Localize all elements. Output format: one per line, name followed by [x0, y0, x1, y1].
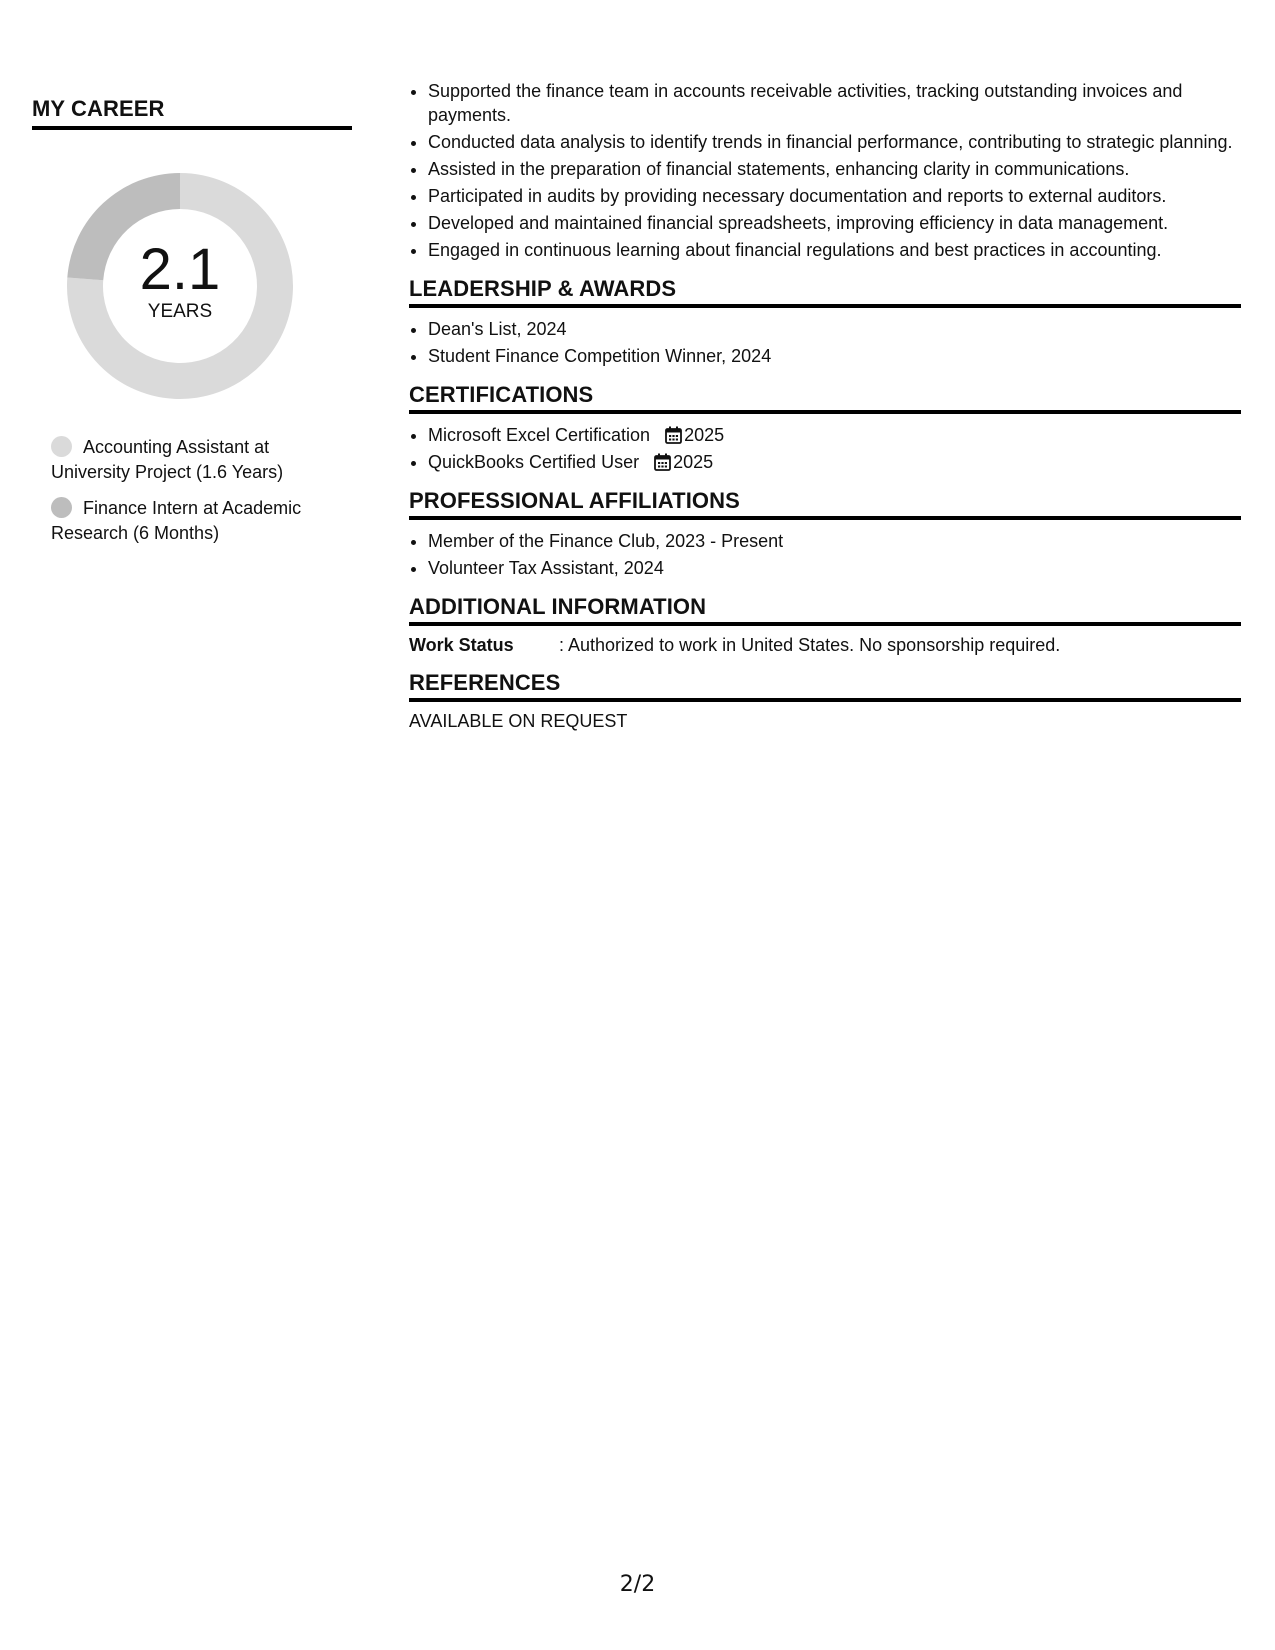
total-years-unit: YEARS — [147, 301, 213, 322]
career-legend — [51, 435, 352, 546]
list-item: • Volunteer Tax Assistant, 2024 — [428, 556, 1241, 580]
certification-name: Microsoft Excel Certification — [428, 425, 651, 445]
affiliations-list — [409, 529, 1241, 580]
work-status-row — [409, 635, 1241, 656]
list-item: • Supported the finance team in accounts receivable activities, tracking outstanding invoices and payments. — [428, 79, 1241, 127]
main-content — [409, 79, 1241, 732]
legend-dot-accounting-assistant — [51, 436, 72, 457]
legend-label: Finance Intern at Academic Research (6 Months) — [51, 498, 302, 543]
career-sidebar — [32, 96, 352, 557]
legend-label: Accounting Assistant at University Project (1.6 Years) — [51, 437, 284, 482]
list-item: • Member of the Finance Club, 2023 - Present — [428, 529, 1241, 553]
list-item: • Student Finance Competition Winner, 2024 — [428, 344, 1241, 368]
list-item — [428, 450, 1241, 474]
certification-year: 2025 — [673, 452, 714, 472]
leadership-list — [409, 317, 1241, 368]
certifications-list — [409, 423, 1241, 474]
certification-name: QuickBooks Certified User — [428, 452, 640, 472]
affiliations-title: PROFESSIONAL AFFILIATIONS — [409, 488, 1241, 520]
experience-bullets — [409, 79, 1241, 262]
calendar-icon — [665, 426, 682, 444]
legend-item — [51, 496, 352, 546]
total-years-value: 2.1 — [139, 237, 221, 302]
work-status-label: Work Status — [409, 635, 514, 655]
references-text: AVAILABLE ON REQUEST — [409, 711, 628, 731]
list-item — [428, 423, 1241, 447]
legend-dot-finance-intern — [51, 497, 72, 518]
legend-item — [51, 435, 352, 485]
donut-center — [67, 173, 293, 399]
career-donut-chart — [67, 173, 293, 399]
list-item: • Engaged in continuous learning about financial regulations and best practices in accounting. — [428, 238, 1241, 262]
list-item: • Conducted data analysis to identify trends in financial performance, contributing to strategic planning. — [428, 130, 1241, 154]
additional-info-title: ADDITIONAL INFORMATION — [409, 594, 1241, 626]
certifications-title: CERTIFICATIONS — [409, 382, 1241, 414]
career-title: MY CAREER — [32, 96, 352, 130]
work-status-value: : Authorized to work in United States. No sponsorship required. — [559, 635, 1061, 655]
references-title: REFERENCES — [409, 670, 1241, 702]
list-item: • Participated in audits by providing necessary documentation and reports to external auditors. — [428, 184, 1241, 208]
page-number: 2/2 — [619, 1572, 656, 1597]
leadership-title: LEADERSHIP & AWARDS — [409, 276, 1241, 308]
calendar-icon — [654, 453, 671, 471]
certification-year: 2025 — [684, 425, 725, 445]
list-item: • Dean's List, 2024 — [428, 317, 1241, 341]
list-item: • Developed and maintained financial spreadsheets, improving efficiency in data management. — [428, 211, 1241, 235]
list-item: • Assisted in the preparation of financial statements, enhancing clarity in communications. — [428, 157, 1241, 181]
